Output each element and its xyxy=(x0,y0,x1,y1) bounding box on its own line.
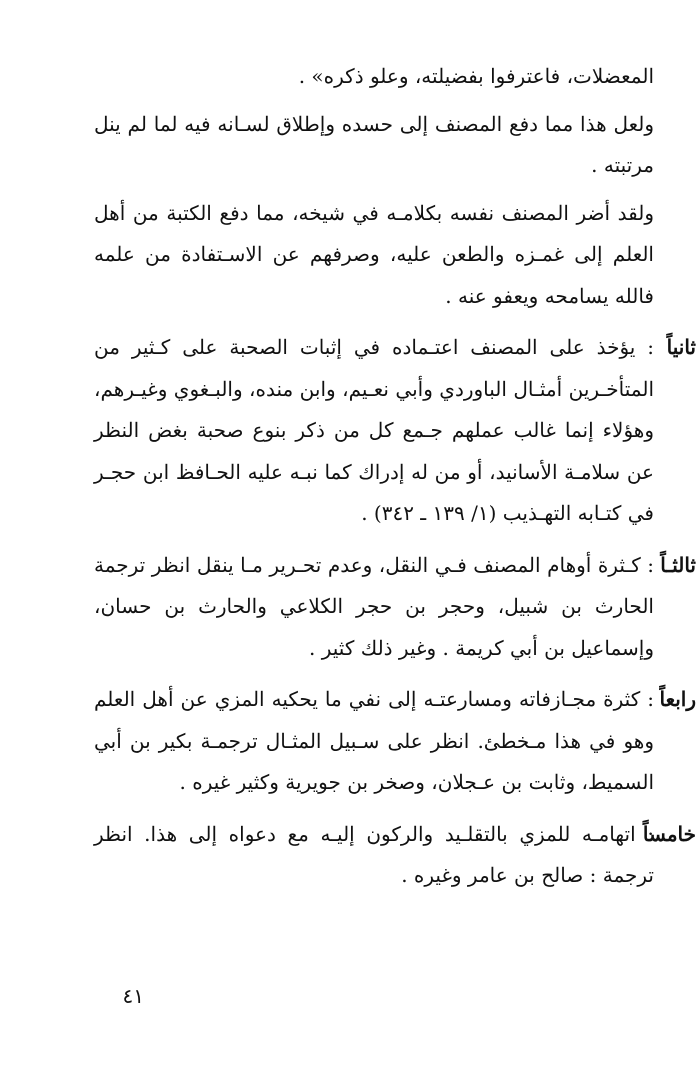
point-third xyxy=(94,545,696,670)
intro-line xyxy=(94,56,654,98)
point-fifth xyxy=(94,814,696,897)
point-fourth xyxy=(94,679,696,804)
paragraph-harm xyxy=(94,193,654,318)
point-second-text: : يؤخذ على المصنف اعتـماده في إثبات الصحبة على كـثير من المتأخـرين أمثـال الباوردي وأبي نعـيم، وابن منده، والبـغوي وغيـرهم، وهؤلاء إنما غالب عملهم جـمع كل من ذكر بنوع صحبة بغض النظر عن سلامـة الأسانيد، أو من له إدراك كما نبـه عليه الحـافظ ابن حجـر في كتـابه التهـذيب (١/ ١٣٩ ـ ٣٤٢) . xyxy=(94,335,654,525)
point-fifth-label: خامساً xyxy=(642,821,696,846)
page-number: ٤١ xyxy=(122,984,144,1008)
intro-line-text: المعضلات، فاعترفوا بفضيلته، وعلو ذكره» . xyxy=(298,64,654,88)
paragraph-harm-text: ولقد أضر المصنف نفسه بكلامـه في شيخه، مما دفع الكتبة من أهل العلم إلى غمـزه والطعن عليه، وصرفهم عن الاسـتفادة من علمه فالله يسامحه ويعفو عنه . xyxy=(94,200,654,308)
spacer xyxy=(94,535,654,545)
spacer xyxy=(94,669,654,679)
spacer xyxy=(94,317,654,327)
point-second-label: ثانياً xyxy=(666,335,696,359)
spacer xyxy=(94,804,654,814)
point-second xyxy=(94,327,696,535)
point-fifth-text: : اتهامـه للمزي بالتقلـيد والركون إليـه مع دعواه إلى هذا. انظر ترجمة : صالح بن عامر وغيره . xyxy=(94,821,654,887)
point-third-label: ثالثـاً xyxy=(660,552,696,577)
page-content xyxy=(94,56,696,897)
paragraph-motive-text: ولعل هذا مما دفع المصنف إلى حسده وإطلاق لسـانه فيه لما لم ينل مرتبته . xyxy=(94,111,654,177)
point-third-text: : كـثرة أوهام المصنف فـي النقل، وعدم تحـرير مـا ينقل انظر ترجمة الحارث بن شبيل، وحجر بن حجر الكلاعي والحارث بن حسان، وإسماعيل بن أبي كريمة . وغير ذلك كثير . xyxy=(94,552,654,660)
point-fourth-label: رابعاً xyxy=(659,687,696,711)
point-fourth-text: : كثرة مجـازفاته ومسارعتـه إلى نفي ما يحكيه المزي عن أهل العلم وهو في هذا مـخطئ. انظر على سـبيل المثـال ترجمـة بكير بن أبي السميط، وثابت بن عـجلان، وصخر بن جويرية وكثير غيره . xyxy=(94,687,654,794)
paragraph-motive xyxy=(94,104,654,187)
